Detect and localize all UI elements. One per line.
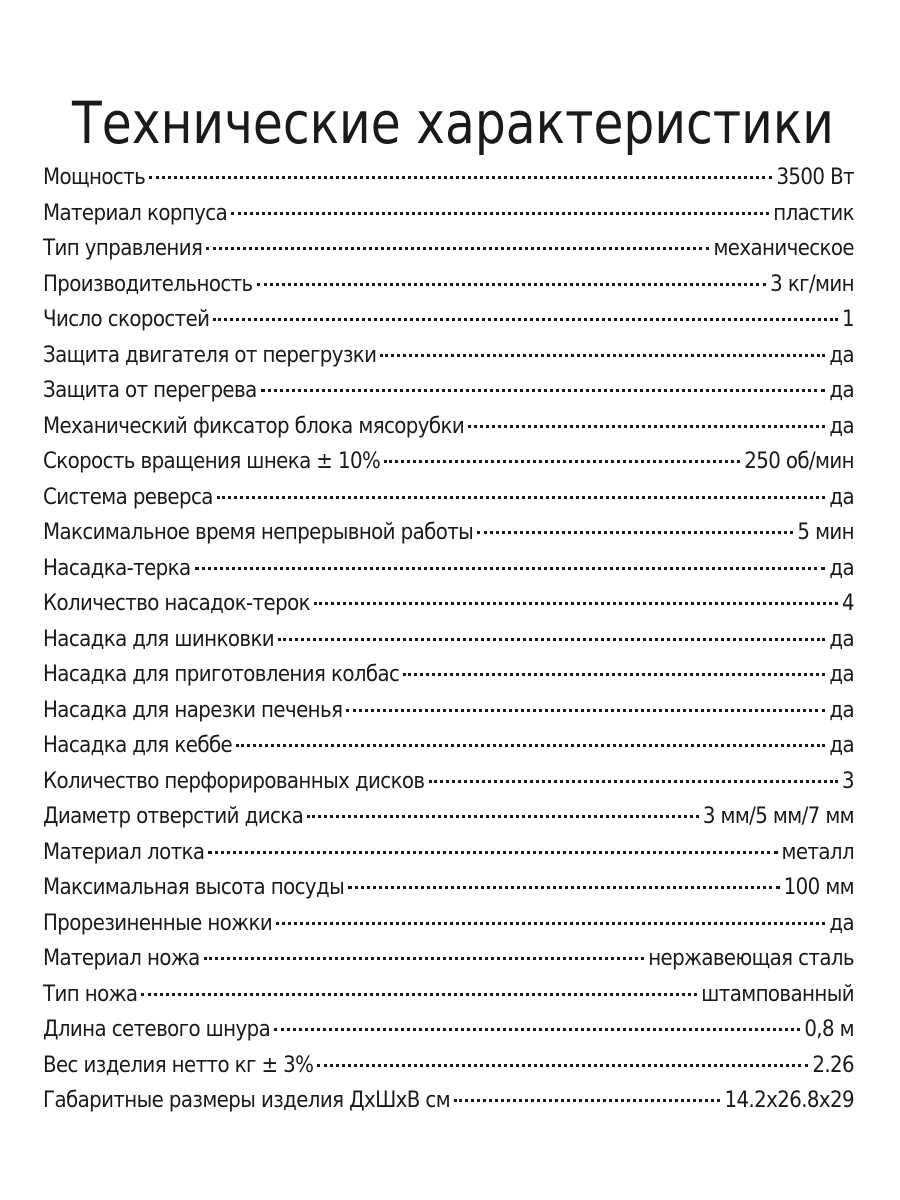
dot-leader bbox=[141, 993, 697, 996]
spec-value: 5 мин bbox=[797, 520, 854, 545]
dot-leader bbox=[454, 1099, 720, 1102]
dot-leader bbox=[208, 851, 777, 854]
spec-row-overload-protection bbox=[43, 338, 854, 374]
spec-row-max-runtime bbox=[43, 515, 854, 551]
spec-label: Материал корпуса bbox=[43, 200, 228, 226]
dot-leader bbox=[261, 389, 826, 392]
dot-leader bbox=[314, 602, 838, 605]
spec-value: да bbox=[829, 342, 854, 368]
dot-leader bbox=[204, 957, 645, 960]
spec-value: да bbox=[829, 378, 854, 403]
spec-label: Количество насадок-терок bbox=[43, 591, 310, 616]
spec-row-power bbox=[43, 160, 854, 196]
dot-leader bbox=[213, 318, 838, 321]
dot-leader bbox=[346, 709, 825, 712]
dot-leader bbox=[348, 886, 780, 889]
spec-value: 3500 Вт bbox=[776, 165, 854, 190]
spec-label: Механический фиксатор блока мясорубки bbox=[43, 413, 465, 439]
spec-label: Длина сетевого шнура bbox=[43, 1017, 271, 1042]
spec-row-kebbe bbox=[43, 728, 854, 764]
spec-value: 2.26 bbox=[812, 1052, 854, 1078]
spec-value: да bbox=[829, 662, 854, 687]
spec-value: штампованный bbox=[701, 981, 854, 1007]
spec-label: Количество перфорированных дисков bbox=[43, 768, 425, 794]
spec-label: Защита двигателя от перегрузки bbox=[43, 342, 377, 368]
spec-row-shredder bbox=[43, 622, 854, 658]
spec-row-control-type bbox=[43, 231, 854, 267]
dot-leader bbox=[307, 815, 699, 818]
dot-leader bbox=[276, 922, 825, 925]
dot-leader bbox=[477, 531, 793, 534]
spec-label: Материал лотка bbox=[43, 839, 205, 865]
spec-label: Насадка для приготовления колбас bbox=[43, 662, 400, 687]
spec-value: 14.2х26.8х29 bbox=[724, 1088, 854, 1113]
spec-row-dimensions bbox=[43, 1083, 854, 1119]
dot-leader bbox=[149, 176, 772, 179]
spec-label: Тип управления bbox=[43, 236, 203, 261]
spec-row-cookie bbox=[43, 693, 854, 729]
spec-label: Насадка для кеббе bbox=[43, 733, 233, 758]
spec-row-max-dish-height bbox=[43, 870, 854, 906]
spec-label: Материал ножа bbox=[43, 946, 200, 971]
spec-row-mechanical-lock bbox=[43, 409, 854, 445]
spec-value: да bbox=[829, 697, 854, 723]
spec-row-overheat-protection bbox=[43, 373, 854, 409]
spec-value: 1 bbox=[842, 307, 854, 332]
spec-value: да bbox=[829, 484, 854, 510]
spec-value: 100 мм bbox=[783, 875, 854, 900]
spec-value: металл bbox=[781, 839, 854, 865]
spec-label: Система реверса bbox=[43, 484, 213, 510]
spec-row-disc-diameter bbox=[43, 799, 854, 835]
dot-leader bbox=[195, 567, 826, 570]
spec-label: Скорость вращения шнека ± 10% bbox=[43, 449, 381, 474]
dot-leader bbox=[468, 425, 825, 428]
dot-leader bbox=[231, 212, 769, 215]
spec-row-grater bbox=[43, 551, 854, 587]
dot-leader bbox=[274, 1028, 800, 1031]
spec-value: да bbox=[829, 413, 854, 439]
spec-row-sausage bbox=[43, 657, 854, 693]
spec-row-speeds bbox=[43, 302, 854, 338]
spec-label: Насадка-терка bbox=[43, 555, 191, 581]
dot-leader bbox=[278, 638, 825, 641]
spec-label: Тип ножа bbox=[43, 981, 138, 1007]
spec-value: да bbox=[829, 626, 854, 652]
spec-value: механическое bbox=[713, 236, 854, 261]
spec-label: Производительность bbox=[43, 271, 253, 297]
spec-label: Мощность bbox=[43, 165, 146, 190]
spec-row-body-material bbox=[43, 196, 854, 232]
spec-label: Диаметр отверстий диска bbox=[43, 804, 304, 829]
page-title: Технические характеристики bbox=[72, 88, 834, 157]
spec-label: Вес изделия нетто кг ± 3% bbox=[43, 1052, 314, 1078]
dot-leader bbox=[380, 354, 825, 357]
spec-label: Максимальная высота посуды bbox=[43, 875, 345, 900]
spec-label: Габаритные размеры изделия ДхШхВ см bbox=[43, 1088, 451, 1113]
spec-value: 4 bbox=[842, 591, 854, 616]
dot-leader bbox=[403, 673, 825, 676]
spec-row-rubber-feet bbox=[43, 906, 854, 942]
dot-leader bbox=[206, 247, 709, 250]
spec-label: Максимальное время непрерывной работы bbox=[43, 520, 474, 545]
spec-label: Прорезиненные ножки bbox=[43, 910, 273, 936]
spec-value: 3 bbox=[842, 768, 854, 794]
dot-leader bbox=[429, 780, 839, 783]
spec-value: 3 кг/мин bbox=[770, 271, 854, 297]
spec-row-blade-material bbox=[43, 941, 854, 977]
spec-row-grater-count bbox=[43, 586, 854, 622]
dot-leader bbox=[217, 496, 826, 499]
spec-row-net-weight bbox=[43, 1048, 854, 1084]
spec-row-cord-length bbox=[43, 1012, 854, 1048]
spec-row-tray-material bbox=[43, 835, 854, 871]
spec-value: нержавеющая сталь bbox=[648, 946, 854, 971]
dot-leader bbox=[384, 460, 740, 463]
spec-value: 250 об/мин bbox=[744, 449, 854, 474]
spec-row-auger-speed bbox=[43, 444, 854, 480]
dot-leader bbox=[317, 1064, 808, 1067]
spec-label: Насадка для нарезки печенья bbox=[43, 697, 343, 723]
spec-value: 0,8 м bbox=[804, 1017, 854, 1042]
spec-row-reverse bbox=[43, 480, 854, 516]
spec-value: да bbox=[829, 910, 854, 936]
spec-label: Число скоростей bbox=[43, 307, 210, 332]
spec-row-discs-count bbox=[43, 764, 854, 800]
spec-label: Защита от перегрева bbox=[43, 378, 257, 403]
spec-list bbox=[43, 160, 854, 1119]
spec-row-blade-type bbox=[43, 977, 854, 1013]
spec-value: да bbox=[829, 733, 854, 758]
spec-label: Насадка для шинковки bbox=[43, 626, 275, 652]
spec-value: 3 мм/5 мм/7 мм bbox=[702, 804, 854, 829]
dot-leader bbox=[236, 744, 825, 747]
spec-row-capacity bbox=[43, 267, 854, 303]
dot-leader bbox=[257, 283, 767, 286]
spec-value: пластик bbox=[773, 200, 854, 226]
spec-value: да bbox=[829, 555, 854, 581]
